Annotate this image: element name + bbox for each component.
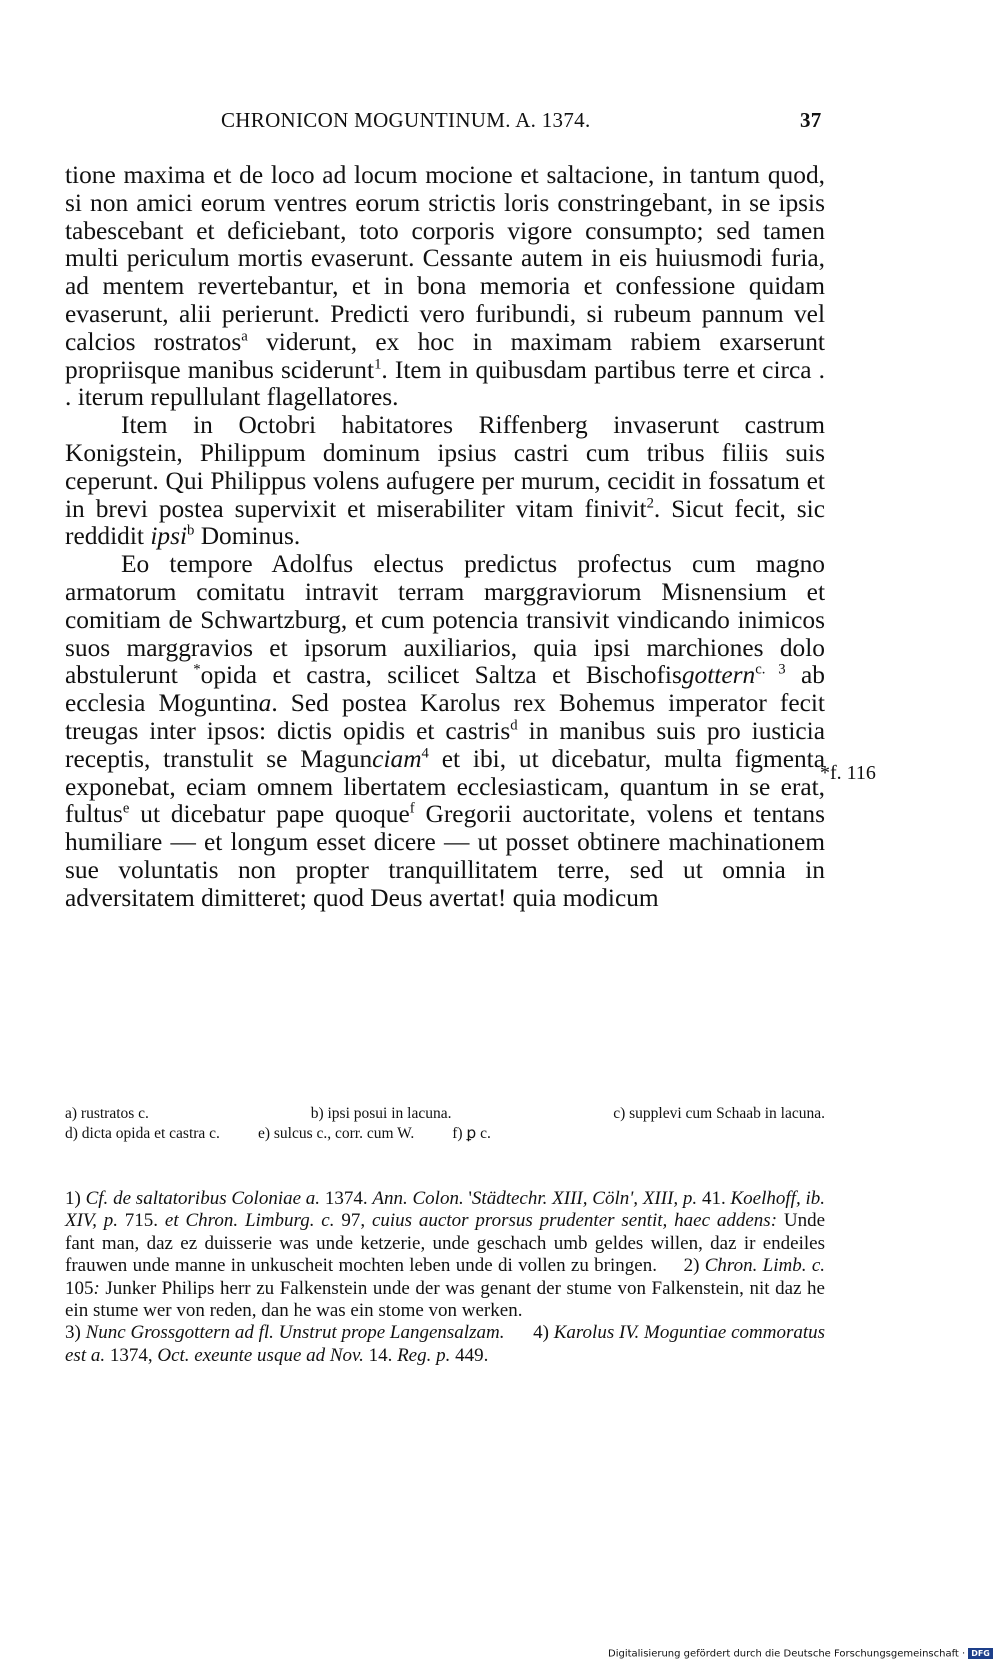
footnote-ref-4: 4 — [421, 745, 429, 762]
text-run: 1374. — [320, 1188, 373, 1209]
footnote-ref-1: 1 — [374, 356, 382, 373]
note-ref-e: e — [122, 800, 130, 817]
text-run: opida et castra, scilicet Saltza et Bischofis — [200, 661, 682, 690]
footnote-block — [65, 1188, 825, 1367]
italic-run: Ann. Colon. — [372, 1188, 464, 1209]
apparatus-note-b: b) ipsi posui in lacuna. — [310, 1105, 452, 1122]
italic-run: Cf. de saltatoribus Coloniae a. — [85, 1188, 321, 1209]
folio-marker: * — [193, 661, 201, 678]
text-run: . Sed postea Karolus rex Bohemus imperator fecit treugas inter ipsos: dictis opidis et castris — [65, 689, 825, 745]
text-run: ab ecclesia Moguntin — [65, 661, 825, 718]
text-run: Junker Philips herr zu Falkenstein unde der was genant der stume von Falkenstein, nit daz he ein stume wer von reden, dan he was ein stome von werken. — [65, 1277, 825, 1322]
footnote-number: 2) — [683, 1255, 705, 1277]
apparatus-row — [65, 1124, 825, 1144]
text-run: Gregorii auctoritate, volens et tentans humiliare — et longum esset dicere — ut posset obtinere machinationem sue voluntatis non propter tranquillitatem terre, sed ut omnia in adversitatem dimitteret; quod Deus avertat! quia modicum — [65, 800, 825, 912]
apparatus-note-e: e) sulcus c., corr. cum W. — [257, 1124, 415, 1142]
note-ref-f: f — [409, 800, 415, 817]
text-run: Unde fant man, daz ez duisserie was unde ketzerie, unde geschach umb geldes willen, daz ir endeiles frauwen unde manne in unkuscheit mochten leben unde di vollen zu bringen. — [65, 1210, 826, 1277]
running-head — [0, 108, 1000, 138]
italic-run: et Chron. Limburg. c. — [164, 1210, 335, 1232]
paragraph-1 — [65, 162, 825, 412]
text-run: ' — [463, 1188, 472, 1209]
italic-run: ciam — [372, 744, 422, 773]
italic-run: Nunc Grossgottern ad fl. Unstrut prope Langensalzam. — [85, 1322, 505, 1344]
apparatus-note-c: c) supplevi cum Schaab in lacuna. — [613, 1105, 825, 1122]
footnote-number: 4) — [533, 1322, 554, 1344]
note-ref-b: b — [187, 522, 195, 539]
apparatus-row — [65, 1104, 825, 1124]
text-run: Item in Octobri habitatores Riffenberg invaserunt castrum Konigstein, Philippum dominum ipsius castri cum tribus filiis suis ceperunt. Qui Philippus volens aufugere per murum, cecidit in fossatum et in brevi postea supervixit et miserabiliter vitam finivit — [65, 411, 825, 523]
page-number: 37 — [800, 108, 822, 132]
running-title: CHRONICON MOGUNTINUM. A. 1374. — [221, 108, 591, 132]
italic-run: : — [93, 1277, 100, 1299]
text-run: et ibi, ut dicebatur, multa figmenta exponebat, eciam omnem libertatem ecclesiasticam, quantum in se erat, fultus — [65, 744, 825, 829]
main-text — [65, 162, 825, 913]
paragraph-3 — [65, 551, 825, 912]
text-run: 1374, — [105, 1344, 158, 1366]
italic-run: Chron. Limb. c. — [704, 1255, 826, 1277]
text-run: 449. — [450, 1344, 489, 1366]
text-run: 105 — [65, 1277, 94, 1299]
note-ref-d: d — [510, 717, 518, 734]
credit-text: Digitalisierung gefördert durch die Deutsche Forschungsgemeinschaft · — [608, 1648, 966, 1660]
digitization-credit — [608, 1648, 993, 1660]
text-run: 14. — [363, 1344, 398, 1366]
italic-run: Koelhoff, ib. XIV, p. — [65, 1188, 825, 1232]
text-run: . Item in quibusdam partibus terre et circa . . iterum repullulant flagellatores. — [65, 355, 825, 412]
apparatus-note-f: f) ꝑ c. — [452, 1124, 491, 1142]
italic-run: Städtechr. XIII, Cöln', XIII, p. — [471, 1188, 698, 1209]
note-ref-a: a — [241, 328, 248, 345]
text-run: tione maxima et de loco ad locum mocione et saltacione, in tantum quod, si non amici eorum ventres eorum strictis loris constringebant, in se ipsis tabescebant et deficiebant, toto corporis vigore consumpto; sed tamen multi periculum mortis evaserunt. Cessante autem in eis huiusmodi furia, ad mentem revertebantur, et in bona memoria et confessione quidam evaserunt, alii perierunt. Predicti vero furibundi, si rubeum pannum vel calcios rostratos — [65, 161, 825, 356]
footnote-number: 3) — [65, 1322, 86, 1344]
text-run: Eo tempore Adolfus electus predictus profectus cum magno armatorum comitatu intravit terram marggraviorum Misnensium et comitiam de Schwartzburg, et cum potencia transivit vindicando inimicos suos marggravios et ipsorum auxiliarios, quia ipsi marchiones dolo abstulerunt — [65, 550, 825, 690]
italic-run: a — [258, 689, 272, 718]
text-run: 41. — [697, 1188, 731, 1209]
paragraph-2 — [65, 412, 825, 551]
apparatus-note-d: d) dicta opida et castra c. — [65, 1124, 220, 1142]
apparatus-note-a: a) rustratos c. — [65, 1105, 149, 1122]
italic-run: gottern — [681, 661, 756, 690]
dfg-logo-icon: DFG — [968, 1648, 993, 1659]
margin-folio-note: *f. 116 — [820, 762, 876, 784]
footnote-ref-2: 2 — [646, 495, 654, 511]
footnotes — [65, 1188, 825, 1367]
text-run: 97, — [334, 1210, 372, 1232]
italic-run: ipsi — [150, 522, 188, 551]
italic-run: Karolus IV. Moguntiae commoratus est a. — [65, 1322, 826, 1366]
italic-run: cuius auctor prorsus prudenter sentit, haec addens: — [371, 1210, 778, 1232]
text-run: Dominus. — [194, 522, 301, 551]
footnote-number: 1) — [65, 1188, 86, 1209]
critical-apparatus — [65, 1104, 825, 1143]
text-run: ut dicebatur pape quoque — [129, 800, 410, 829]
text-run: in manibus suis pro iusticia receptis, transtulit se Magun — [65, 716, 825, 773]
italic-run: Reg. p. — [397, 1344, 451, 1366]
note-ref-c3: c. 3 — [755, 661, 786, 678]
text-run: viderunt, ex hoc in maximam rabiem exarserunt propriisque manibus sciderunt — [65, 327, 825, 384]
text-run: . Sicut fecit, sic reddidit — [65, 494, 825, 551]
text-run: 715. — [117, 1210, 165, 1232]
italic-run: Oct. exeunte usque ad Nov. — [157, 1344, 364, 1366]
